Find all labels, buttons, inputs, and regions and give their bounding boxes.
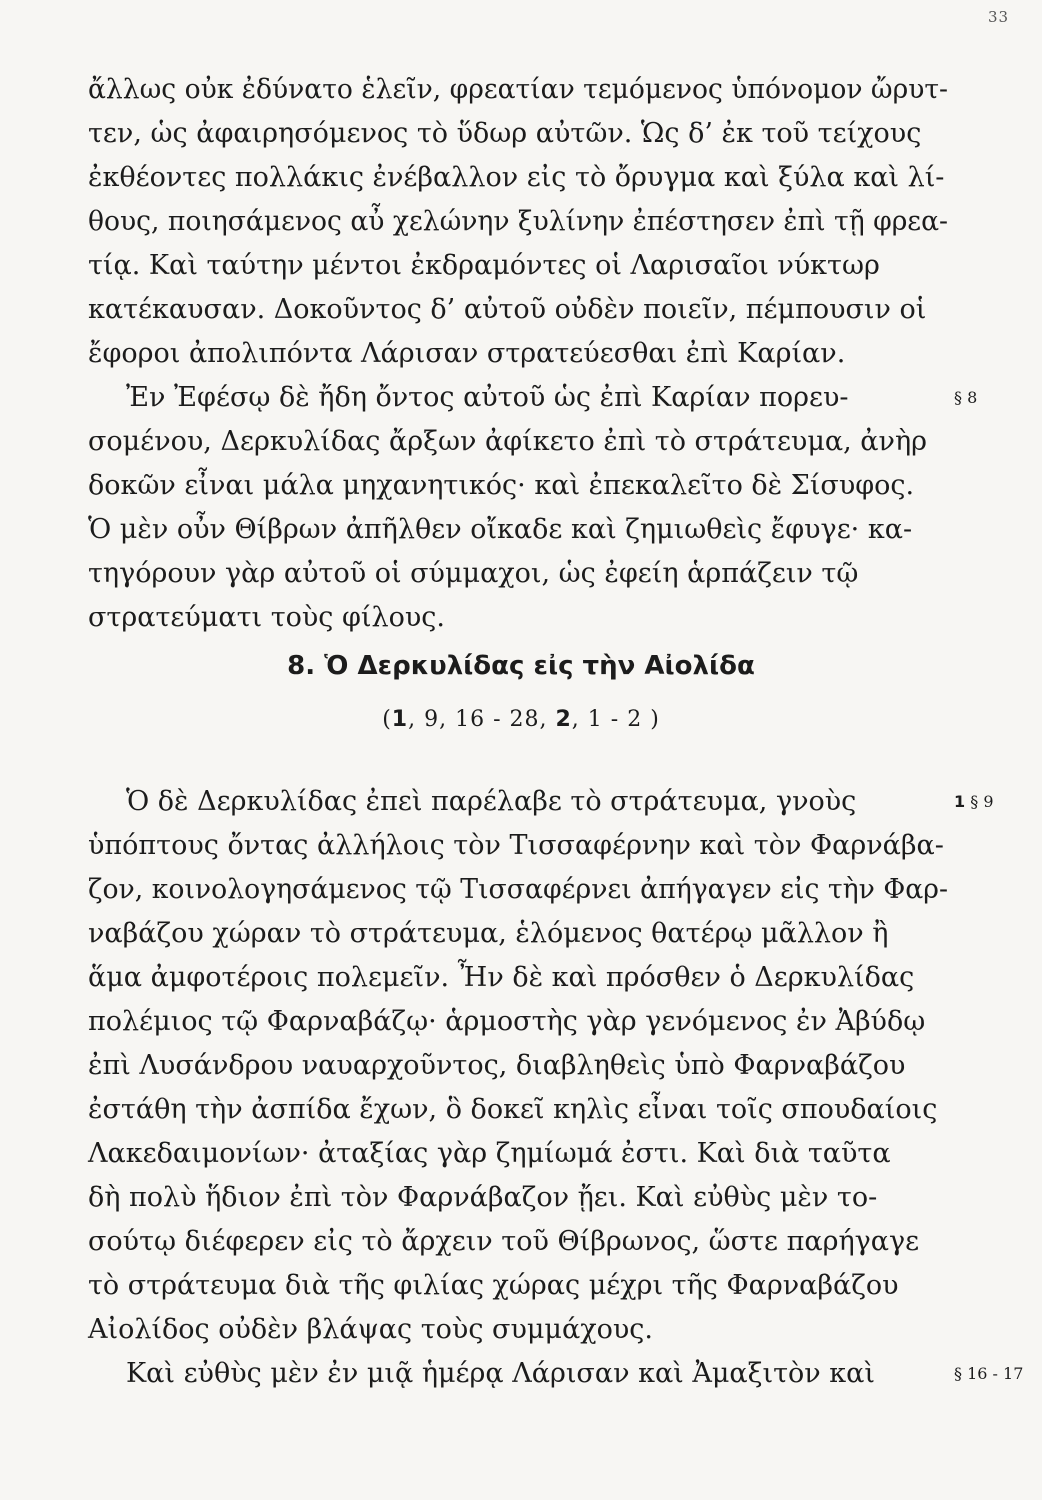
text-line xyxy=(88,1352,1024,1396)
ref-open: ( xyxy=(382,707,392,732)
section-heading xyxy=(0,646,1042,686)
text-line xyxy=(88,156,948,200)
text-line xyxy=(88,508,948,552)
margin-section-number: § 16 - 17 xyxy=(954,1364,1024,1383)
line-text: ζον, κοινολογησάμενος τῷ Τισσαφέρνει ἀπήγαγεν εἰς τὴν Φαρ- xyxy=(88,874,948,905)
text-line xyxy=(88,332,948,376)
text-line xyxy=(88,1044,948,1088)
line-text: τεν, ὡς ἀφαιρησόμενος τὸ ὕδωρ αὐτῶν. Ὡς δ’ ἐκ τοῦ τείχους xyxy=(88,118,922,149)
line-text: ναβάζου χώραν τὸ στράτευμα, ἑλόμενος θατέρῳ μᾶλλον ἢ xyxy=(88,918,889,949)
line-text: δὴ πολὺ ἥδιον ἐπὶ τὸν Φαρνάβαζον ᾔει. Καὶ εὐθὺς μὲν το- xyxy=(88,1182,878,1213)
text-line xyxy=(88,1176,948,1220)
margin-section-number: § 8 xyxy=(954,388,978,407)
section-title: Ὁ Δερκυλίδας εἰς τὴν Αἰολίδα xyxy=(324,651,755,681)
line-text: στρατεύματι τοὺς φίλους. xyxy=(88,602,445,633)
line-text: ἔφοροι ἀπολιπόντα Λάρισαν στρατεύεσθαι ἐπὶ Καρίαν. xyxy=(88,338,846,369)
text-line xyxy=(88,1132,948,1176)
ref-book-2: 2 xyxy=(555,707,572,732)
text-block-lower xyxy=(88,780,1024,1396)
line-text: θους, ποιησάμενος αὖ χελώνην ξυλίνην ἐπέστησεν ἐπὶ τῇ φρεα- xyxy=(88,206,949,237)
line-text: Λακεδαιμονίων· ἀταξίας γὰρ ζημίωμά ἐστι. Καὶ διὰ ταῦτα xyxy=(88,1138,891,1169)
text-line xyxy=(88,288,948,332)
line-text: Ἐν Ἐφέσῳ δὲ ἤδη ὄντος αὐτοῦ ὡς ἐπὶ Καρίαν πορευ- xyxy=(126,382,849,413)
text-line xyxy=(88,1220,948,1264)
text-line xyxy=(88,376,978,420)
text-line xyxy=(88,420,948,464)
text-line xyxy=(88,956,948,1000)
margin-reference xyxy=(954,1352,1023,1396)
ref-range-1: , 9, 16 - 28, xyxy=(408,707,548,732)
text-line xyxy=(88,868,948,912)
line-text: ὑπόπτους ὄντας ἀλλήλοις τὸν Τισσαφέρνην καὶ τὸν Φαρνάβα- xyxy=(88,830,944,861)
line-text: τὸ στράτευμα διὰ τῆς φιλίας χώρας μέχρι τῆς Φαρναβάζου xyxy=(88,1270,899,1301)
line-text: Αἰολίδος οὐδὲν βλάψας τοὺς συμμάχους. xyxy=(88,1314,653,1345)
line-text: Καὶ εὐθὺς μὲν ἐν μιᾷ ἡμέρᾳ Λάρισαν καὶ Ἀμαξιτὸν καὶ xyxy=(126,1358,875,1389)
ref-book-1: 1 xyxy=(391,707,409,732)
text-line xyxy=(88,464,948,508)
text-line xyxy=(88,780,994,824)
text-line xyxy=(88,1000,948,1044)
text-line xyxy=(88,112,948,156)
line-text: Ὁ δὲ Δερκυλίδας ἐπεὶ παρέλαβε τὸ στράτευμα, γνοὺς xyxy=(126,786,857,817)
line-text: ἐπὶ Λυσάνδρου ναυαρχοῦντος, διαβληθεὶς ὑπὸ Φαρναβάζου xyxy=(88,1050,906,1081)
line-text: σομένου, Δερκυλίδας ἄρξων ἀφίκετο ἐπὶ τὸ στράτευμα, ἀνὴρ xyxy=(88,426,927,457)
text-line xyxy=(88,912,948,956)
text-block-upper xyxy=(88,68,978,640)
text-line xyxy=(88,1264,948,1308)
text-line xyxy=(88,1308,948,1352)
line-text: ἄλλως οὐκ ἐδύνατο ἑλεῖν, φρεατίαν τεμόμενος ὑπόνομον ὤρυτ- xyxy=(88,74,949,105)
ref-close: ) xyxy=(650,707,660,732)
text-line xyxy=(88,824,948,868)
text-line xyxy=(88,68,948,112)
line-text: ἐστάθη τὴν ἀσπίδα ἔχων, ὃ δοκεῖ κηλὶς εἶναι τοῖς σπουδαίοις xyxy=(88,1094,938,1125)
line-text: τίᾳ. Καὶ ταύτην μέντοι ἐκδραμόντες οἱ Λαρισαῖοι νύκτωρ xyxy=(88,250,880,281)
section-reference xyxy=(0,700,1042,740)
page-number: 33 xyxy=(988,8,1010,26)
margin-book-number: 1 xyxy=(954,792,966,811)
margin-section-number: § 9 xyxy=(970,792,994,811)
line-text: ἅμα ἀμφοτέροις πολεμεῖν. Ἦν δὲ καὶ πρόσθεν ὁ Δερκυλίδας xyxy=(88,962,915,993)
ref-range-2: , 1 - 2 xyxy=(571,707,643,732)
text-line xyxy=(88,200,948,244)
line-text: ἐκθέοντες πολλάκις ἐνέβαλλον εἰς τὸ ὄρυγμα καὶ ξύλα καὶ λί- xyxy=(88,162,945,193)
line-text: Ὁ μὲν οὖν Θίβρων ἀπῆλθεν οἴκαδε καὶ ζημιωθεὶς ἔφυγε· κα- xyxy=(88,514,913,545)
line-text: σούτῳ διέφερεν εἰς τὸ ἄρχειν τοῦ Θίβρωνος, ὥστε παρήγαγε xyxy=(88,1226,920,1257)
line-text: κατέκαυσαν. Δοκοῦντος δ’ αὐτοῦ οὐδὲν ποιεῖν, πέμπουσιν οἱ xyxy=(88,294,927,325)
section-number: 8. xyxy=(287,651,316,681)
line-text: δοκῶν εἶναι μάλα μηχανητικός· καὶ ἐπεκαλεῖτο δὲ Σίσυφος. xyxy=(88,470,915,501)
line-text: τηγόρουν γὰρ αὐτοῦ οἱ σύμμαχοι, ὡς ἐφείη ἁρπάζειν τῷ xyxy=(88,558,859,589)
text-line xyxy=(88,244,948,288)
margin-reference xyxy=(954,780,994,824)
text-line xyxy=(88,596,948,640)
margin-reference xyxy=(954,376,977,420)
text-line xyxy=(88,552,948,596)
line-text: πολέμιος τῷ Φαρναβάζῳ· ἁρμοστὴς γὰρ γενόμενος ἐν Ἀβύδῳ xyxy=(88,1006,926,1037)
text-line xyxy=(88,1088,948,1132)
